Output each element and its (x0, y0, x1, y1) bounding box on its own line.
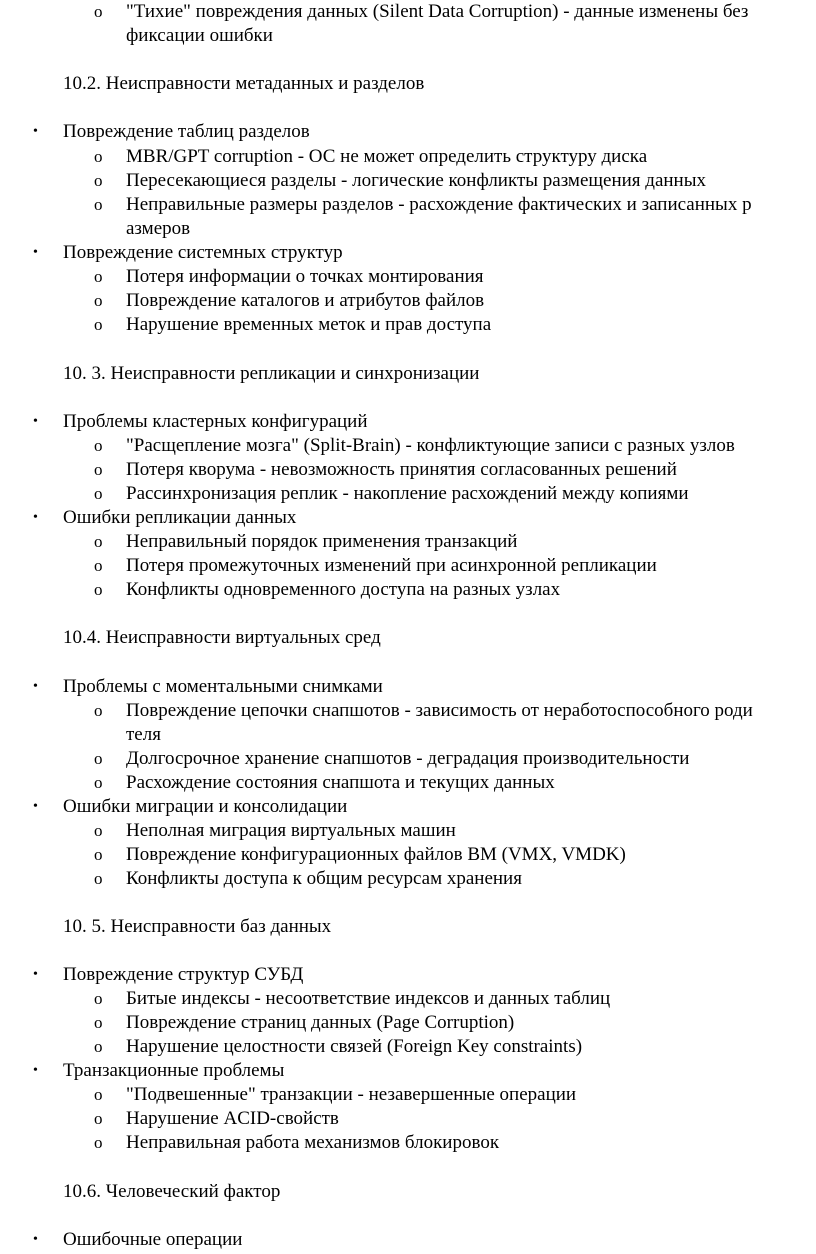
list-item: Долгосрочное хранение снапшотов - деградация производительности (126, 748, 690, 769)
list-item: Рассинхронизация реплик - накопление расхождений между копиями (126, 483, 689, 504)
bullet-item: Ошибки миграции и консолидации (63, 796, 348, 817)
sub-bullet-marker: o (94, 436, 103, 455)
list-item: Повреждение цепочки снапшотов - зависимость от неработоспособного роди (126, 700, 753, 721)
list-item: Конфликты доступа к общим ресурсам хранения (126, 868, 522, 889)
sub-bullet-marker: o (94, 845, 103, 864)
list-item: Нарушение ACID-свойств (126, 1108, 339, 1129)
bullet-item: Ошибочные операции (63, 1229, 243, 1250)
list-item: Неполная миграция виртуальных машин (126, 820, 456, 841)
section-heading: 10.6. Человеческий фактор (63, 1181, 281, 1202)
bullet-item: Проблемы кластерных конфигураций (63, 411, 368, 432)
bullet-item: Транзакционные проблемы (63, 1060, 285, 1081)
bullet-marker: • (33, 799, 38, 814)
bullet-marker: • (33, 414, 38, 429)
sub-bullet-marker: o (94, 195, 103, 214)
list-item: "Тихие" повреждения данных (Silent Data Corruption) - данные изменены без (126, 1, 749, 22)
list-item: Неправильные размеры разделов - расхождение фактических и записанных р (126, 194, 752, 215)
list-item: Пересекающиеся разделы - логические конфликты размещения данных (126, 170, 706, 191)
list-item: Нарушение целостности связей (Foreign Key constraints) (126, 1036, 583, 1057)
sub-bullet-marker: o (94, 701, 103, 720)
sub-bullet-marker: o (94, 869, 103, 888)
list-item: Повреждение страниц данных (Page Corruption) (126, 1012, 515, 1033)
sub-bullet-marker: o (94, 484, 103, 503)
sub-bullet-marker: o (94, 532, 103, 551)
bullet-marker: • (33, 124, 38, 139)
sub-bullet-marker: o (94, 171, 103, 190)
sub-bullet-marker: o (94, 1109, 103, 1128)
list-item: "Подвешенные" транзакции - незавершенные операции (126, 1084, 577, 1105)
sub-bullet-marker: o (94, 147, 103, 166)
bullet-item: Повреждение системных структур (63, 242, 343, 263)
list-item: Потеря информации о точках монтирования (126, 266, 484, 287)
list-item-continuation: фиксации ошибки (126, 25, 273, 46)
section-heading: 10.4. Неисправности виртуальных сред (63, 627, 381, 648)
bullet-item: Повреждение таблиц разделов (63, 121, 310, 142)
sub-bullet-marker: o (94, 1013, 103, 1032)
bullet-item: Проблемы с моментальными снимками (63, 676, 383, 697)
bullet-marker: • (33, 1063, 38, 1078)
bullet-marker: • (33, 1232, 38, 1247)
list-item: Повреждение каталогов и атрибутов файлов (126, 290, 485, 311)
sub-bullet-marker: o (94, 989, 103, 1008)
sub-bullet-marker: o (94, 773, 103, 792)
list-item: MBR/GPT corruption - ОС не может определить структуру диска (126, 146, 648, 167)
list-item: Потеря кворума - невозможность принятия согласованных решений (126, 459, 677, 480)
bullet-marker: • (33, 967, 38, 982)
bullet-item: Ошибки репликации данных (63, 507, 297, 528)
sub-bullet-marker: o (94, 556, 103, 575)
sub-bullet-marker: o (94, 749, 103, 768)
list-item: Расхождение состояния снапшота и текущих данных (126, 772, 555, 793)
bullet-item: Повреждение структур СУБД (63, 964, 304, 985)
list-item: Потеря промежуточных изменений при асинхронной репликации (126, 555, 657, 576)
sub-bullet-marker: o (94, 1085, 103, 1104)
bullet-marker: • (33, 510, 38, 525)
sub-bullet-marker: o (94, 315, 103, 334)
sub-bullet-marker: o (94, 267, 103, 286)
sub-bullet-marker: o (94, 460, 103, 479)
section-heading: 10.2. Неисправности метаданных и разделов (63, 73, 425, 94)
list-item: Повреждение конфигурационных файлов ВМ (VMX, VMDK) (126, 844, 626, 865)
sub-bullet-marker: o (94, 821, 103, 840)
list-item: Конфликты одновременного доступа на разных узлах (126, 579, 561, 600)
bullet-marker: • (33, 245, 38, 260)
list-item-continuation: теля (126, 724, 161, 745)
sub-bullet-marker: o (94, 291, 103, 310)
list-item: Неправильная работа механизмов блокировок (126, 1132, 500, 1153)
sub-bullet-marker: o (94, 2, 103, 21)
sub-bullet-marker: o (94, 580, 103, 599)
list-item: "Расщепление мозга" (Split-Brain) - конфликтующие записи с разных узлов (126, 435, 735, 456)
list-item: Неправильный порядок применения транзакций (126, 531, 518, 552)
list-item: Нарушение временных меток и прав доступа (126, 314, 492, 335)
bullet-marker: • (33, 679, 38, 694)
section-heading: 10. 5. Неисправности баз данных (63, 916, 332, 937)
list-item-continuation: азмеров (126, 218, 191, 239)
sub-bullet-marker: o (94, 1133, 103, 1152)
sub-bullet-marker: o (94, 1037, 103, 1056)
list-item: Битые индексы - несоответствие индексов и данных таблиц (126, 988, 611, 1009)
section-heading: 10. 3. Неисправности репликации и синхронизации (63, 363, 480, 384)
